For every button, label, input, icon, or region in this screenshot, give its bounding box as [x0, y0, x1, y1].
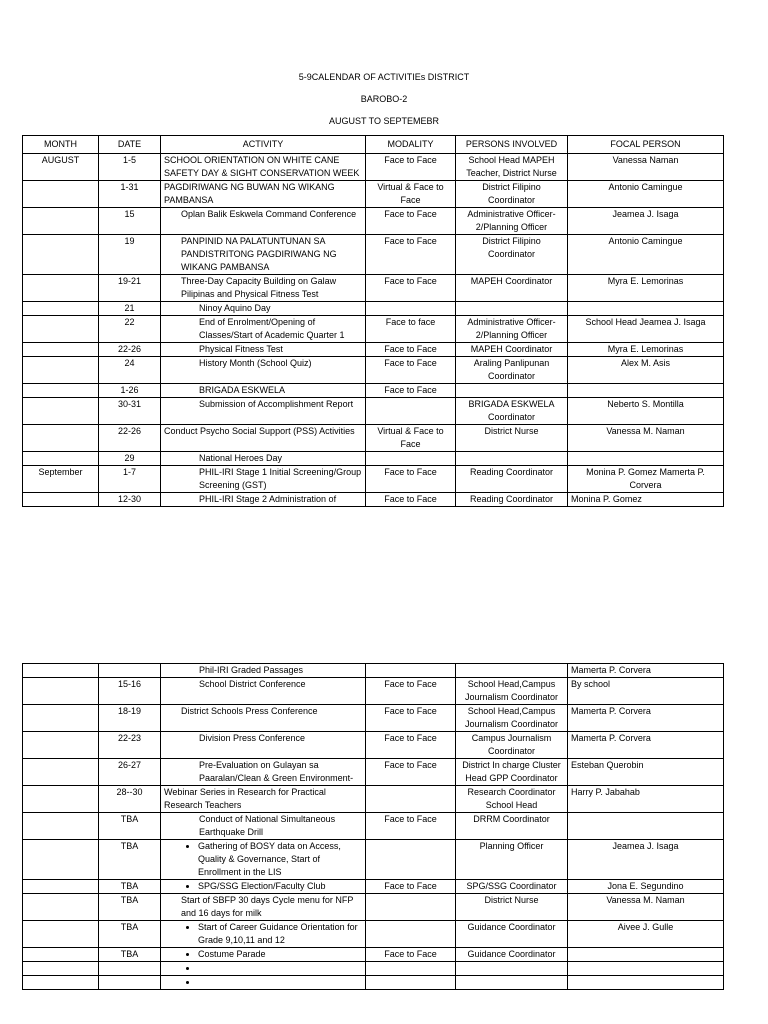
table-row: [23, 962, 724, 976]
focal-person-cell: [568, 948, 724, 962]
date-cell: 22-26: [99, 425, 161, 452]
district-name: BAROBO-2: [360, 94, 408, 104]
persons-involved-cell: School Head MAPEH Teacher, District Nurse: [456, 154, 568, 181]
persons-involved-cell: District Filipino Coordinator: [456, 181, 568, 208]
table-row: [23, 880, 724, 894]
focal-person-cell: Esteban Querobin: [568, 759, 724, 786]
activity-cell: BRIGADA ESKWELA: [161, 384, 366, 398]
modality-cell: Face to Face: [366, 948, 456, 962]
modality-cell: [366, 962, 456, 976]
month-cell: [23, 357, 99, 384]
date-cell: 24: [99, 357, 161, 384]
persons-involved-cell: Administrative Officer-2/Planning Officer: [456, 316, 568, 343]
focal-person-cell: Alex M. Asis: [568, 357, 724, 384]
activity-cell: PHIL-IRI Stage 2 Administration of: [161, 493, 366, 507]
persons-involved-cell: Campus Journalism Coordinator: [456, 732, 568, 759]
column-header-focal-person: FOCAL PERSON: [568, 136, 724, 154]
activity-cell: Division Press Conference: [161, 732, 366, 759]
focal-person-cell: Aivee J. Gulle: [568, 921, 724, 948]
focal-person-cell: Vanessa Naman: [568, 154, 724, 181]
persons-involved-cell: Planning Officer: [456, 840, 568, 880]
modality-cell: [366, 398, 456, 425]
persons-involved-cell: [456, 452, 568, 466]
modality-cell: Face to Face: [366, 357, 456, 384]
table-row: [23, 732, 724, 759]
date-cell: 1-7: [99, 466, 161, 493]
date-cell: TBA: [99, 880, 161, 894]
table-row: [23, 664, 724, 678]
date-cell: 21: [99, 302, 161, 316]
table-row: [23, 208, 724, 235]
activity-cell: School District Conference: [161, 678, 366, 705]
persons-involved-cell: District Nurse: [456, 425, 568, 452]
table-row: [23, 343, 724, 357]
modality-cell: [366, 840, 456, 880]
date-range: AUGUST TO SEPTEMEBR: [328, 116, 440, 126]
modality-cell: Face to Face: [366, 759, 456, 786]
date-cell: [99, 976, 161, 990]
date-cell: 15-16: [99, 678, 161, 705]
activity-cell: PHIL-IRI Stage 1 Initial Screening/Group Screening (GST): [161, 466, 366, 493]
activity-cell: [161, 962, 366, 976]
activity-bullet-item: [198, 976, 362, 989]
month-cell: [23, 208, 99, 235]
month-cell: [23, 181, 99, 208]
date-cell: TBA: [99, 894, 161, 921]
month-cell: [23, 452, 99, 466]
column-header-persons-involved: PERSONS INVOLVED: [456, 136, 568, 154]
date-cell: 1-26: [99, 384, 161, 398]
focal-person-cell: Mamerta P. Corvera: [568, 705, 724, 732]
modality-cell: Face to Face: [366, 466, 456, 493]
activity-cell: District Schools Press Conference: [161, 705, 366, 732]
persons-involved-cell: [456, 962, 568, 976]
modality-cell: [366, 452, 456, 466]
activity-cell: [161, 921, 366, 948]
activity-bullet-item: • Gathering of BOSY data on Access, Quality & Governance, Start of Enrollment in the LIS: [198, 840, 362, 879]
persons-involved-cell: Araling Panlipunan Coordinator: [456, 357, 568, 384]
modality-cell: Face to Face: [366, 275, 456, 302]
focal-person-cell: Myra E. Lemorinas: [568, 343, 724, 357]
date-cell: 26-27: [99, 759, 161, 786]
month-cell: [23, 880, 99, 894]
modality-cell: Face to Face: [366, 732, 456, 759]
persons-involved-cell: Reading Coordinator: [456, 466, 568, 493]
activity-cell: Physical Fitness Test: [161, 343, 366, 357]
activity-cell: History Month (School Quiz): [161, 357, 366, 384]
focal-person-cell: [568, 302, 724, 316]
persons-involved-cell: BRIGADA ESKWELA Coordinator: [456, 398, 568, 425]
table-row: [23, 316, 724, 343]
focal-person-cell: Jeamea J. Isaga: [568, 208, 724, 235]
persons-involved-cell: Guidance Coordinator: [456, 948, 568, 962]
document-title: 5-9CALENDAR OF ACTIVITIEs DISTRICT: [298, 72, 470, 82]
focal-person-cell: By school: [568, 678, 724, 705]
focal-person-cell: Mamerta P. Corvera: [568, 732, 724, 759]
focal-person-cell: [568, 962, 724, 976]
activity-cell: Conduct Psycho Social Support (PSS) Activities: [161, 425, 366, 452]
persons-involved-cell: [456, 976, 568, 990]
persons-involved-cell: [456, 664, 568, 678]
persons-involved-cell: MAPEH Coordinator: [456, 275, 568, 302]
table-row: [23, 921, 724, 948]
month-cell: [23, 664, 99, 678]
month-cell: [23, 894, 99, 921]
activity-bullet-item: • Costume Parade: [198, 948, 362, 961]
table-row: [23, 181, 724, 208]
date-cell: 1-31: [99, 181, 161, 208]
activity-cell: Conduct of National Simultaneous Earthquake Drill: [161, 813, 366, 840]
modality-cell: Face to Face: [366, 235, 456, 275]
modality-cell: Virtual & Face to Face: [366, 181, 456, 208]
table-row: [23, 384, 724, 398]
date-cell: 18-19: [99, 705, 161, 732]
date-cell: [99, 962, 161, 976]
focal-person-cell: Jona E. Segundino: [568, 880, 724, 894]
date-cell: 19-21: [99, 275, 161, 302]
month-cell: [23, 962, 99, 976]
activity-cell: Three-Day Capacity Building on Galaw Pilipinas and Physical Fitness Test: [161, 275, 366, 302]
modality-cell: [366, 302, 456, 316]
modality-cell: [366, 786, 456, 813]
date-cell: 22-23: [99, 732, 161, 759]
date-cell: 29: [99, 452, 161, 466]
month-cell: AUGUST: [23, 154, 99, 181]
table-row: [23, 398, 724, 425]
table-row: [23, 235, 724, 275]
activities-table-page2: [22, 663, 724, 990]
table-row: [23, 705, 724, 732]
table-row: [23, 678, 724, 705]
modality-cell: [366, 664, 456, 678]
focal-person-cell: [568, 452, 724, 466]
activity-cell: Pre-Evaluation on Gulayan sa Paaralan/Clean & Green Environment-: [161, 759, 366, 786]
month-cell: [23, 302, 99, 316]
modality-cell: Face to Face: [366, 880, 456, 894]
activity-cell: [161, 840, 366, 880]
date-cell: 19: [99, 235, 161, 275]
column-header-date: DATE: [99, 136, 161, 154]
focal-person-cell: [568, 384, 724, 398]
persons-involved-cell: MAPEH Coordinator: [456, 343, 568, 357]
persons-involved-cell: Guidance Coordinator: [456, 921, 568, 948]
modality-cell: Face to Face: [366, 208, 456, 235]
month-cell: [23, 493, 99, 507]
persons-involved-cell: District Filipino Coordinator: [456, 235, 568, 275]
table-row: [23, 493, 724, 507]
month-cell: [23, 921, 99, 948]
date-cell: 28--30: [99, 786, 161, 813]
date-cell: TBA: [99, 840, 161, 880]
table-row: [23, 948, 724, 962]
table-row: [23, 302, 724, 316]
activity-cell: [161, 976, 366, 990]
table-row: [23, 786, 724, 813]
persons-involved-cell: School Head,Campus Journalism Coordinator: [456, 705, 568, 732]
activity-cell: Ninoy Aquino Day: [161, 302, 366, 316]
column-header-activity: ACTIVITY: [161, 136, 366, 154]
modality-cell: Face to Face: [366, 384, 456, 398]
persons-involved-cell: Administrative Officer-2/Planning Officer: [456, 208, 568, 235]
month-cell: September: [23, 466, 99, 493]
table-row: [23, 425, 724, 452]
month-cell: [23, 425, 99, 452]
table-row: [23, 813, 724, 840]
table-row: [23, 894, 724, 921]
date-cell: 12-30: [99, 493, 161, 507]
date-cell: TBA: [99, 813, 161, 840]
date-cell: [99, 664, 161, 678]
modality-cell: Face to Face: [366, 343, 456, 357]
persons-involved-cell: School Head,Campus Journalism Coordinator: [456, 678, 568, 705]
activity-bullet-item: • SPG/SSG Election/Faculty Club: [198, 880, 362, 893]
modality-cell: Face to Face: [366, 493, 456, 507]
month-cell: [23, 786, 99, 813]
persons-involved-cell: District In charge Cluster Head GPP Coordinator: [456, 759, 568, 786]
table-row: [23, 275, 724, 302]
activity-bullet-item: [198, 962, 362, 975]
activities-table-page1: [22, 135, 724, 507]
month-cell: [23, 705, 99, 732]
focal-person-cell: Myra E. Lemorinas: [568, 275, 724, 302]
date-cell: TBA: [99, 921, 161, 948]
month-cell: [23, 759, 99, 786]
persons-involved-cell: Research Coordinator School Head: [456, 786, 568, 813]
persons-involved-cell: District Nurse: [456, 894, 568, 921]
activity-cell: Start of SBFP 30 days Cycle menu for NFP and 16 days for milk: [161, 894, 366, 921]
month-cell: [23, 235, 99, 275]
date-cell: 22-26: [99, 343, 161, 357]
modality-cell: Face to Face: [366, 678, 456, 705]
date-cell: 30-31: [99, 398, 161, 425]
activity-cell: [161, 948, 366, 962]
focal-person-cell: [568, 813, 724, 840]
focal-person-cell: Harry P. Jabahab: [568, 786, 724, 813]
activity-cell: PAGDIRIWANG NG BUWAN NG WIKANG PAMBANSA: [161, 181, 366, 208]
date-cell: 15: [99, 208, 161, 235]
activity-cell: Phil-IRI Graded Passages: [161, 664, 366, 678]
focal-person-cell: Vanessa M. Naman: [568, 425, 724, 452]
table-header-row: [23, 136, 724, 154]
table-row: [23, 452, 724, 466]
activity-cell: Oplan Balik Eskwela Command Conference: [161, 208, 366, 235]
activity-cell: SCHOOL ORIENTATION ON WHITE CANE SAFETY DAY & SIGHT CONSERVATION WEEK: [161, 154, 366, 181]
month-cell: [23, 813, 99, 840]
activity-bullet-item: • Start of Career Guidance Orientation for Grade 9,10,11 and 12: [198, 921, 362, 947]
persons-involved-cell: [456, 302, 568, 316]
modality-cell: Face to Face: [366, 705, 456, 732]
month-cell: [23, 732, 99, 759]
persons-involved-cell: SPG/SSG Coordinator: [456, 880, 568, 894]
month-cell: [23, 343, 99, 357]
modality-cell: Face to Face: [366, 154, 456, 181]
modality-cell: [366, 976, 456, 990]
focal-person-cell: School Head Jeamea J. Isaga: [568, 316, 724, 343]
focal-person-cell: Jeamea J. Isaga: [568, 840, 724, 880]
month-cell: [23, 678, 99, 705]
activity-cell: PANPINID NA PALATUNTUNAN SA PANDISTRITONG PAGDIRIWANG NG WIKANG PAMBANSA: [161, 235, 366, 275]
table-row: [23, 759, 724, 786]
focal-person-cell: Antonio Camingue: [568, 181, 724, 208]
modality-cell: [366, 921, 456, 948]
month-cell: [23, 948, 99, 962]
activity-cell: National Heroes Day: [161, 452, 366, 466]
table-row: [23, 840, 724, 880]
table-row: [23, 357, 724, 384]
persons-involved-cell: [456, 384, 568, 398]
focal-person-cell: Neberto S. Montilla: [568, 398, 724, 425]
activity-cell: [161, 880, 366, 894]
activity-cell: Webinar Series in Research for Practical Research Teachers: [161, 786, 366, 813]
month-cell: [23, 398, 99, 425]
persons-involved-cell: DRRM Coordinator: [456, 813, 568, 840]
date-cell: TBA: [99, 948, 161, 962]
persons-involved-cell: Reading Coordinator: [456, 493, 568, 507]
focal-person-cell: Vanessa M. Naman: [568, 894, 724, 921]
activity-cell: End of Enrolment/Opening of Classes/Start of Academic Quarter 1: [161, 316, 366, 343]
modality-cell: Face to Face: [366, 813, 456, 840]
focal-person-cell: Mamerta P. Corvera: [568, 664, 724, 678]
month-cell: [23, 384, 99, 398]
month-cell: [23, 976, 99, 990]
month-cell: [23, 275, 99, 302]
modality-cell: [366, 894, 456, 921]
focal-person-cell: Monina P. Gomez Mamerta P. Corvera: [568, 466, 724, 493]
column-header-modality: MODALITY: [366, 136, 456, 154]
column-header-month: MONTH: [23, 136, 99, 154]
focal-person-cell: [568, 976, 724, 990]
date-cell: 22: [99, 316, 161, 343]
focal-person-cell: Antonio Camingue: [568, 235, 724, 275]
activity-cell: Submission of Accomplishment Report: [161, 398, 366, 425]
focal-person-cell: Monina P. Gomez: [568, 493, 724, 507]
table-row: [23, 154, 724, 181]
table-row: [23, 466, 724, 493]
modality-cell: Face to face: [366, 316, 456, 343]
table-row: [23, 976, 724, 990]
modality-cell: Virtual & Face to Face: [366, 425, 456, 452]
month-cell: [23, 840, 99, 880]
date-cell: 1-5: [99, 154, 161, 181]
month-cell: [23, 316, 99, 343]
